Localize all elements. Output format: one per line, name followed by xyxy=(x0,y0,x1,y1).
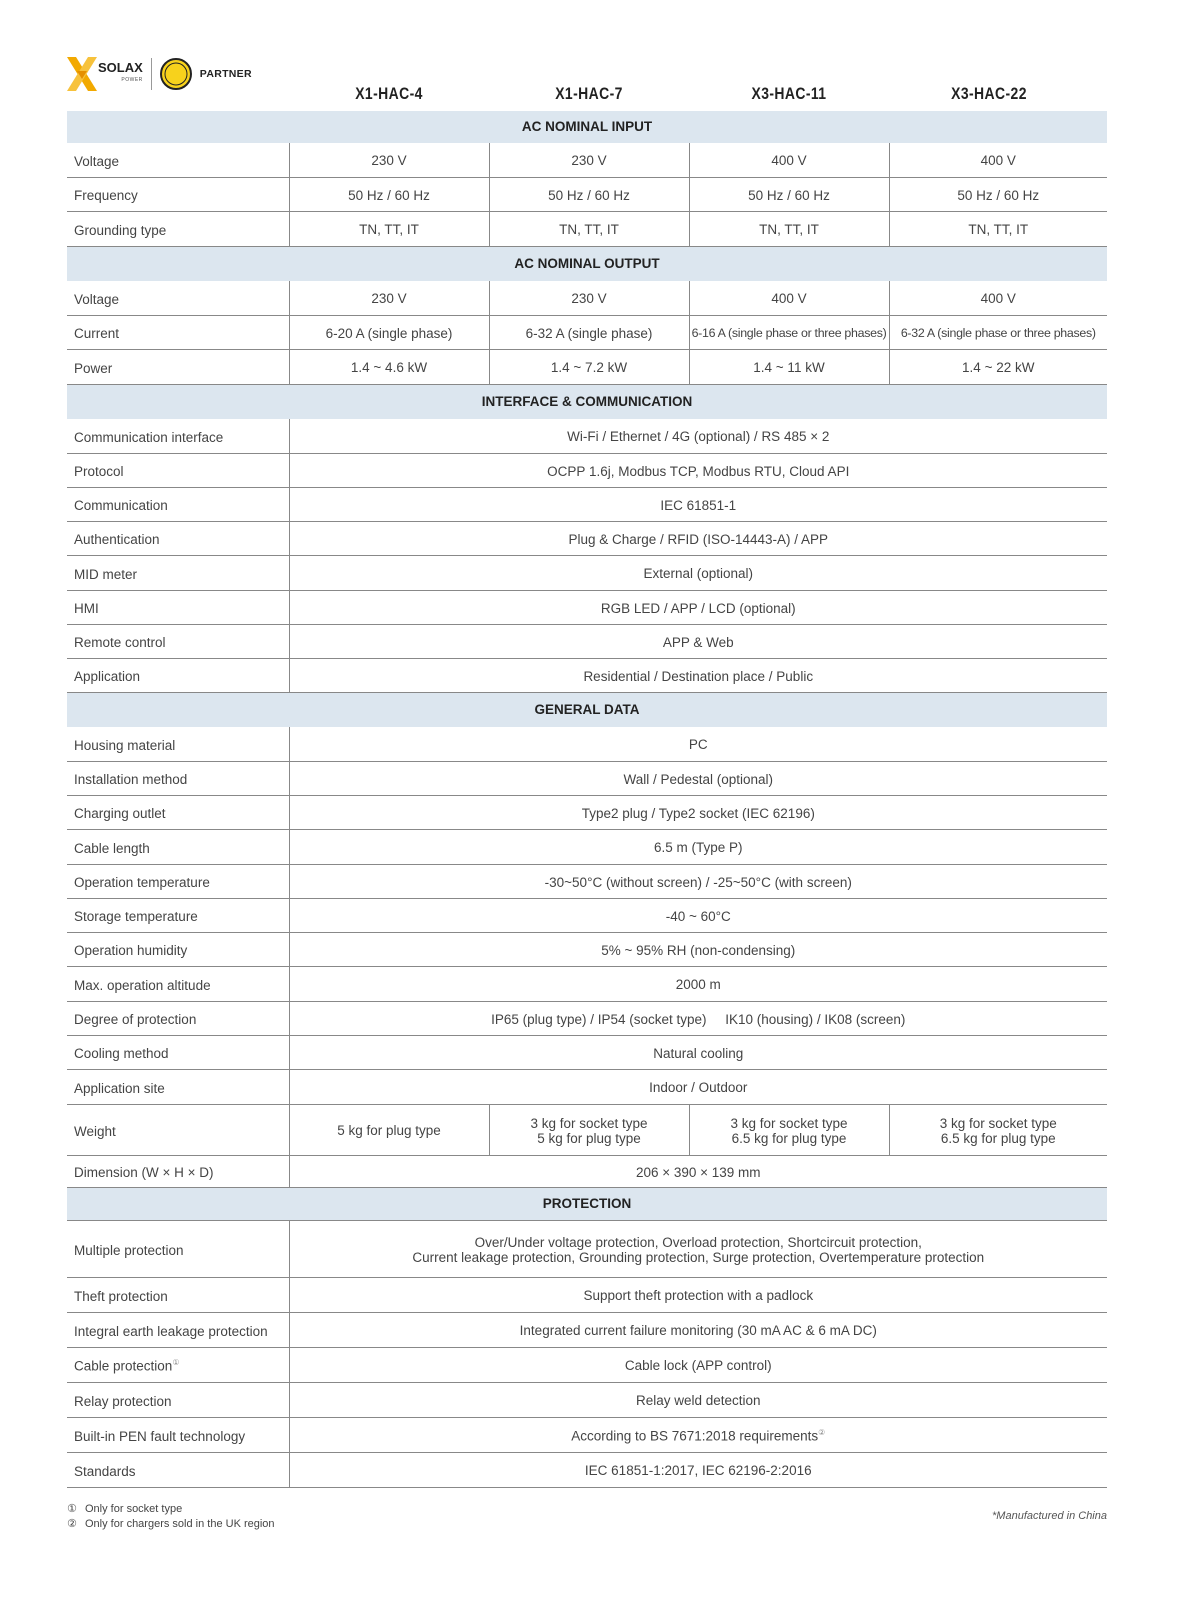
table-row xyxy=(67,795,1107,829)
cell-value: According to BS 7671:2018 requirements② xyxy=(289,1417,1107,1452)
row-label: Cable protection① xyxy=(67,1347,289,1382)
cell-value: Over/Under voltage protection, Overload protection, Shortcircuit protection, Current leakage protection, Grounding protection, Surge protection, Overtemperature protection xyxy=(289,1220,1107,1277)
brand-logo xyxy=(67,54,252,94)
cell-value: External (optional) xyxy=(289,555,1107,590)
row-label: Current xyxy=(67,315,289,349)
cell-value: Relay weld detection xyxy=(289,1382,1107,1417)
partner-label: PARTNER xyxy=(199,68,252,80)
model-name: X3-HAC-22 xyxy=(951,84,1027,103)
table-row xyxy=(67,932,1107,966)
cell-value: 400 V xyxy=(689,142,889,177)
row-label: Grounding type xyxy=(67,211,289,246)
table-row xyxy=(67,1312,1107,1347)
table-row xyxy=(67,1277,1107,1312)
table-row xyxy=(67,555,1107,590)
section-header xyxy=(67,1187,1107,1220)
row-label: Protocol xyxy=(67,453,289,487)
row-label: Housing material xyxy=(67,726,289,761)
cell-value: INTERFACE & COMMUNICATION xyxy=(67,384,1107,418)
row-label: Degree of protection xyxy=(67,1001,289,1035)
cell-value: IEC 61851-1 xyxy=(289,487,1107,521)
cell-value: OCPP 1.6j, Modbus TCP, Modbus RTU, Cloud API xyxy=(289,453,1107,487)
cell-value: Cable lock (APP control) xyxy=(289,1347,1107,1382)
cell-value: 400 V xyxy=(889,280,1107,315)
cell-value: 3 kg for socket type 6.5 kg for plug type xyxy=(689,1104,889,1155)
cell-value: 6-32 A (single phase) xyxy=(489,315,689,349)
table-row xyxy=(67,1382,1107,1417)
cell-value: APP & Web xyxy=(289,624,1107,658)
cell-value: 3 kg for socket type 5 kg for plug type xyxy=(489,1104,689,1155)
cell-value: 2000 m xyxy=(289,966,1107,1001)
cell-value: 50 Hz / 60 Hz xyxy=(489,177,689,211)
row-label: Operation humidity xyxy=(67,932,289,966)
table-row xyxy=(67,898,1107,932)
section-header xyxy=(67,384,1107,418)
section-header xyxy=(67,692,1107,726)
table-row xyxy=(67,761,1107,795)
cell-value: 1.4 ~ 4.6 kW xyxy=(289,349,489,384)
cell-value: 6-16 A (single phase or three phases) xyxy=(689,315,889,349)
footnotes xyxy=(67,1502,275,1531)
table-row xyxy=(67,966,1107,1001)
row-label: Application site xyxy=(67,1069,289,1104)
brand-name: SOLAX POWER xyxy=(98,60,143,83)
cell-value: 230 V xyxy=(489,280,689,315)
table-row xyxy=(67,864,1107,898)
row-label: Relay protection xyxy=(67,1382,289,1417)
row-label: Communication xyxy=(67,487,289,521)
row-label: HMI xyxy=(67,590,289,624)
table-row xyxy=(67,590,1107,624)
cell-value: Plug & Charge / RFID (ISO-14443-A) / APP xyxy=(289,521,1107,555)
row-label: Frequency xyxy=(67,177,289,211)
table-row xyxy=(67,829,1107,864)
cell-value: 206 × 390 × 139 mm xyxy=(289,1155,1107,1187)
cell-value: 1.4 ~ 7.2 kW xyxy=(489,349,689,384)
table-row xyxy=(67,418,1107,453)
row-label: Voltage xyxy=(67,280,289,315)
cell-value: -30~50°C (without screen) / -25~50°C (with screen) xyxy=(289,864,1107,898)
cell-value: 6-32 A (single phase or three phases) xyxy=(889,315,1107,349)
cell-value: 1.4 ~ 11 kW xyxy=(689,349,889,384)
table-row xyxy=(67,1417,1107,1452)
table-row xyxy=(67,1452,1107,1487)
table-row xyxy=(67,726,1107,761)
cell-value: 50 Hz / 60 Hz xyxy=(889,177,1107,211)
model-name: X1-HAC-4 xyxy=(355,84,423,103)
table-row xyxy=(67,1155,1107,1187)
logo-divider xyxy=(151,58,152,90)
cell-value: TN, TT, IT xyxy=(289,211,489,246)
row-label: Storage temperature xyxy=(67,898,289,932)
row-label: MID meter xyxy=(67,555,289,590)
cell-value: PC xyxy=(289,726,1107,761)
cell-value: 230 V xyxy=(289,142,489,177)
table-row xyxy=(67,280,1107,315)
cell-value: Wall / Pedestal (optional) xyxy=(289,761,1107,795)
row-label: Built-in PEN fault technology xyxy=(67,1417,289,1452)
row-label: Weight xyxy=(67,1104,289,1155)
footnote: ① Only for socket type xyxy=(67,1503,183,1515)
row-label: Authentication xyxy=(67,521,289,555)
manufactured-note: *Manufactured in China xyxy=(992,1510,1107,1522)
cell-value: Residential / Destination place / Public xyxy=(289,658,1107,692)
row-label: Dimension (W × H × D) xyxy=(67,1155,289,1187)
cell-value: 5 kg for plug type xyxy=(289,1104,489,1155)
cell-value: GENERAL DATA xyxy=(67,692,1107,726)
cell-value: 50 Hz / 60 Hz xyxy=(689,177,889,211)
table-row xyxy=(67,658,1107,692)
row-label: Communication interface xyxy=(67,418,289,453)
table-row xyxy=(67,1001,1107,1035)
table-row xyxy=(67,1035,1107,1069)
row-label: Application xyxy=(67,658,289,692)
table-row xyxy=(67,521,1107,555)
cell-value: Type2 plug / Type2 socket (IEC 62196) xyxy=(289,795,1107,829)
cell-value: IP65 (plug type) / IP54 (socket type) IK10 (housing) / IK08 (screen) xyxy=(289,1001,1107,1035)
cell-value: PROTECTION xyxy=(67,1187,1107,1220)
table-row xyxy=(67,1104,1107,1155)
table-row xyxy=(67,624,1107,658)
table-row xyxy=(67,315,1107,349)
table-row xyxy=(67,1220,1107,1277)
cell-value: 6.5 m (Type P) xyxy=(289,829,1107,864)
table-row xyxy=(67,1069,1107,1104)
table-row xyxy=(67,211,1107,246)
cell-value: 50 Hz / 60 Hz xyxy=(289,177,489,211)
cell-value: 3 kg for socket type 6.5 kg for plug type xyxy=(889,1104,1107,1155)
row-label: Max. operation altitude xyxy=(67,966,289,1001)
cell-value: 230 V xyxy=(489,142,689,177)
row-label: Multiple protection xyxy=(67,1220,289,1277)
cell-value: Wi-Fi / Ethernet / 4G (optional) / RS 485 × 2 xyxy=(289,418,1107,453)
row-label: Integral earth leakage protection xyxy=(67,1312,289,1347)
model-name: X1-HAC-7 xyxy=(555,84,623,103)
table-row xyxy=(67,142,1107,177)
row-label: Operation temperature xyxy=(67,864,289,898)
table-row xyxy=(67,349,1107,384)
table-row xyxy=(67,1347,1107,1382)
cell-value: 6-20 A (single phase) xyxy=(289,315,489,349)
row-label: Theft protection xyxy=(67,1277,289,1312)
cell-value: 230 V xyxy=(289,280,489,315)
cell-value: Support theft protection with a padlock xyxy=(289,1277,1107,1312)
table-row xyxy=(67,453,1107,487)
row-label: Charging outlet xyxy=(67,795,289,829)
section-header xyxy=(67,246,1107,280)
cell-value: 400 V xyxy=(689,280,889,315)
cell-value: IEC 61851-1:2017, IEC 62196-2:2016 xyxy=(289,1452,1107,1487)
row-label: Cooling method xyxy=(67,1035,289,1069)
section-header xyxy=(67,111,1107,142)
cell-value: 1.4 ~ 22 kW xyxy=(889,349,1107,384)
table-row xyxy=(67,177,1107,211)
cell-value: RGB LED / APP / LCD (optional) xyxy=(289,590,1107,624)
model-name: X3-HAC-11 xyxy=(751,84,827,103)
cell-value: Integrated current failure monitoring (30 mA AC & 6 mA DC) xyxy=(289,1312,1107,1347)
cell-value: 400 V xyxy=(889,142,1107,177)
table-row xyxy=(67,487,1107,521)
page-header xyxy=(67,54,1107,109)
footnote: ② Only for chargers sold in the UK region xyxy=(67,1517,275,1530)
cell-value: TN, TT, IT xyxy=(489,211,689,246)
cell-value: AC NOMINAL INPUT xyxy=(67,111,1107,142)
spec-table xyxy=(67,111,1107,1488)
cell-value: TN, TT, IT xyxy=(889,211,1107,246)
cell-value: Natural cooling xyxy=(289,1035,1107,1069)
row-label: Standards xyxy=(67,1452,289,1487)
bvb-logo-icon xyxy=(160,58,192,90)
solax-x-icon xyxy=(67,57,97,91)
cell-value: -40 ~ 60°C xyxy=(289,898,1107,932)
row-label: Remote control xyxy=(67,624,289,658)
cell-value: 5% ~ 95% RH (non-condensing) xyxy=(289,932,1107,966)
row-label: Voltage xyxy=(67,142,289,177)
row-label: Power xyxy=(67,349,289,384)
row-label: Installation method xyxy=(67,761,289,795)
cell-value: TN, TT, IT xyxy=(689,211,889,246)
cell-value: Indoor / Outdoor xyxy=(289,1069,1107,1104)
row-label: Cable length xyxy=(67,829,289,864)
cell-value: AC NOMINAL OUTPUT xyxy=(67,246,1107,280)
